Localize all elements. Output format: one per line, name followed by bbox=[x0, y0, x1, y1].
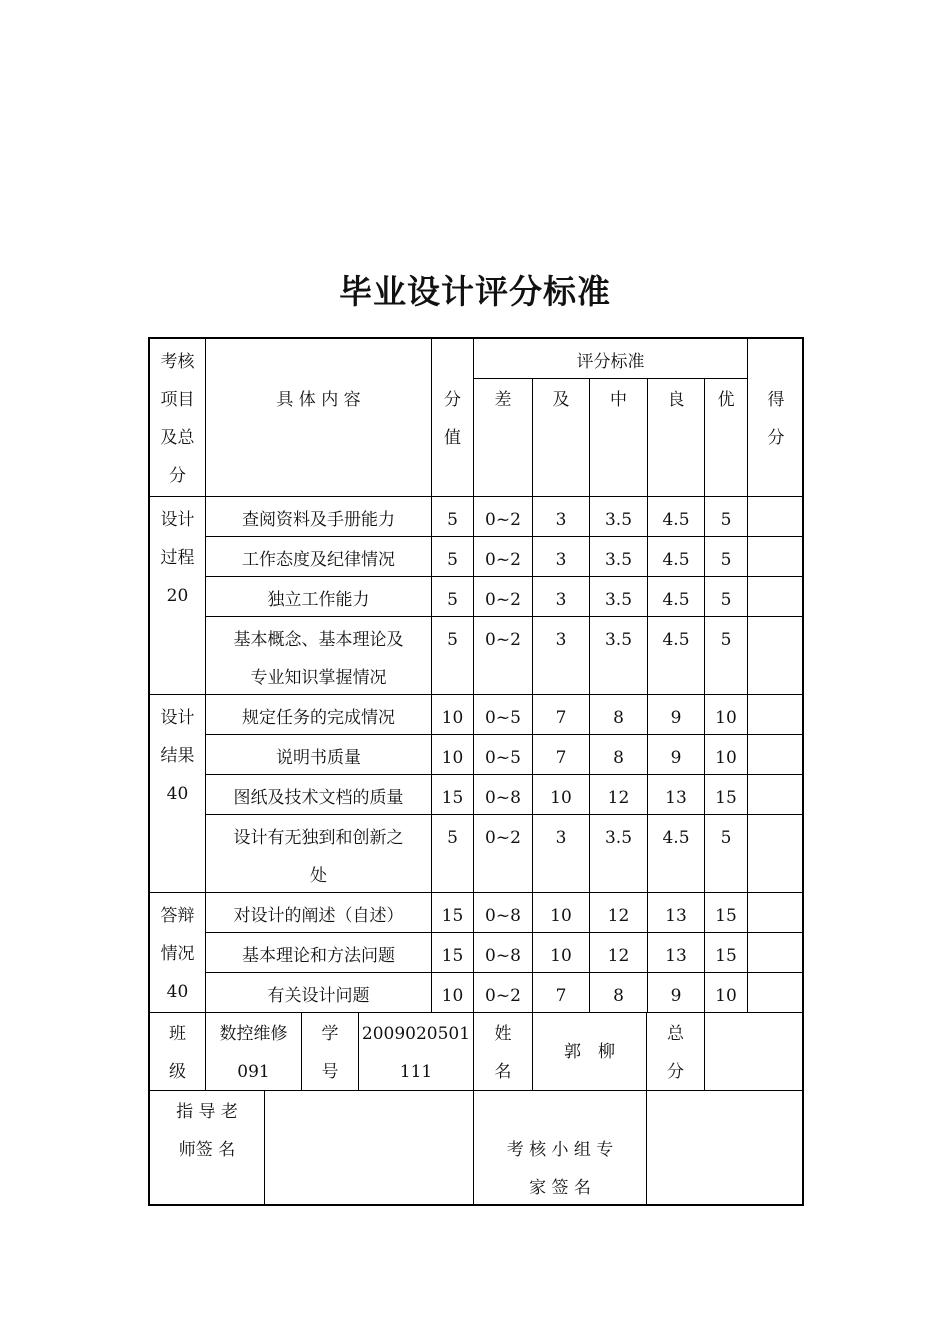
item-grade-text: 3.5 bbox=[604, 630, 633, 650]
item-grade-text: 15 bbox=[715, 906, 737, 926]
total-label bbox=[647, 1013, 705, 1091]
item-grade bbox=[533, 497, 590, 537]
item-grade bbox=[590, 577, 648, 617]
item-grade bbox=[474, 815, 533, 893]
item-score bbox=[432, 775, 474, 815]
item-grade-text: 0~8 bbox=[485, 946, 521, 966]
teacher-sign-area bbox=[265, 1091, 474, 1206]
category-header-line: 分 bbox=[169, 466, 186, 486]
name-label-line: 名 bbox=[494, 1062, 512, 1082]
item-grade bbox=[474, 775, 533, 815]
student-id-value-line: 2009020501 bbox=[361, 1024, 471, 1044]
item-grade-text: 3 bbox=[555, 510, 567, 530]
item-score-text: 5 bbox=[447, 590, 458, 610]
item-grade-text: 0~5 bbox=[485, 708, 521, 728]
item-grade bbox=[648, 497, 705, 537]
item-score-text: 15 bbox=[441, 946, 464, 966]
item-grade-text: 4.5 bbox=[662, 828, 690, 848]
item-score-text: 10 bbox=[441, 748, 464, 768]
item-score bbox=[432, 617, 474, 695]
item-grade bbox=[474, 497, 533, 537]
class-label bbox=[150, 1013, 206, 1091]
category-header-line: 及总 bbox=[160, 428, 195, 448]
item-grade-text: 4.5 bbox=[662, 550, 690, 570]
item-content bbox=[206, 775, 432, 815]
section-name bbox=[150, 497, 206, 695]
category-header-line: 项目 bbox=[160, 390, 195, 410]
item-grade bbox=[474, 893, 533, 933]
item-grade bbox=[533, 617, 590, 695]
grade-header bbox=[474, 379, 533, 497]
item-content bbox=[206, 815, 432, 893]
item-grade-text: 0~8 bbox=[485, 906, 521, 926]
item-content-line: 基本理论和方法问题 bbox=[242, 946, 395, 966]
item-grade bbox=[705, 577, 748, 617]
section-name-line: 40 bbox=[166, 784, 189, 804]
item-grade-text: 12 bbox=[607, 906, 630, 926]
content-header bbox=[206, 339, 432, 497]
item-grade-text: 0~2 bbox=[485, 550, 521, 570]
item-grade-text: 4.5 bbox=[662, 630, 690, 650]
item-grade-text: 9 bbox=[670, 986, 682, 1006]
item-score bbox=[432, 973, 474, 1013]
item-grade bbox=[705, 537, 748, 577]
item-grade-text: 10 bbox=[550, 946, 572, 966]
item-grade bbox=[648, 617, 705, 695]
section-name-line: 结果 bbox=[160, 746, 195, 766]
item-grade bbox=[648, 973, 705, 1013]
item-grade-text: 12 bbox=[607, 788, 630, 808]
item-grade bbox=[705, 775, 748, 815]
item-grade bbox=[648, 933, 705, 973]
item-score-text: 10 bbox=[441, 986, 464, 1006]
item-grade-text: 0~2 bbox=[485, 630, 521, 650]
item-grade-text: 12 bbox=[607, 946, 630, 966]
item-grade-text: 10 bbox=[715, 986, 737, 1006]
item-grade-text: 4.5 bbox=[662, 590, 690, 610]
grade-header-text: 良 bbox=[667, 390, 685, 410]
criteria-header bbox=[474, 339, 748, 379]
item-score-text: 5 bbox=[447, 630, 458, 650]
item-grade-text: 3 bbox=[555, 828, 567, 848]
section-name-line: 答辩 bbox=[160, 906, 195, 926]
item-grade-text: 13 bbox=[665, 906, 687, 926]
panel-sign-area bbox=[647, 1091, 804, 1206]
teacher-sign-label bbox=[150, 1091, 265, 1206]
item-score-text: 10 bbox=[441, 708, 464, 728]
item-result-cell bbox=[748, 775, 804, 815]
item-grade bbox=[590, 973, 648, 1013]
item-content-line: 规定任务的完成情况 bbox=[242, 708, 395, 728]
item-content-line: 有关设计问题 bbox=[267, 986, 370, 1006]
item-grade bbox=[474, 695, 533, 735]
grade-header bbox=[533, 379, 590, 497]
section-name bbox=[150, 893, 206, 1013]
item-grade-text: 10 bbox=[550, 906, 572, 926]
result-header-line: 分 bbox=[767, 428, 785, 448]
item-grade-text: 5 bbox=[720, 550, 732, 570]
result-header bbox=[748, 339, 804, 497]
grade-header bbox=[648, 379, 705, 497]
item-grade bbox=[648, 893, 705, 933]
item-grade bbox=[533, 735, 590, 775]
item-score bbox=[432, 695, 474, 735]
item-content-line: 图纸及技术文档的质量 bbox=[233, 788, 404, 808]
criteria-header-text: 评分标准 bbox=[576, 352, 645, 372]
item-grade-text: 10 bbox=[715, 748, 737, 768]
item-grade bbox=[533, 815, 590, 893]
item-content-line: 说明书质量 bbox=[276, 748, 361, 768]
item-content-line: 处 bbox=[310, 866, 327, 886]
item-grade bbox=[474, 537, 533, 577]
item-content-line: 对设计的阐述（自述） bbox=[233, 906, 404, 926]
item-score-text: 15 bbox=[441, 788, 464, 808]
item-grade bbox=[648, 815, 705, 893]
section-name-line: 情况 bbox=[160, 944, 195, 964]
item-grade-text: 3.5 bbox=[604, 828, 633, 848]
name-value bbox=[533, 1013, 647, 1091]
item-grade-text: 0~2 bbox=[485, 986, 521, 1006]
item-content-line: 设计有无独到和创新之 bbox=[233, 828, 404, 848]
grade-header-text: 及 bbox=[552, 390, 570, 410]
item-grade bbox=[474, 735, 533, 775]
item-grade bbox=[705, 815, 748, 893]
item-grade-text: 5 bbox=[720, 510, 732, 530]
item-score bbox=[432, 933, 474, 973]
item-result-cell bbox=[748, 933, 804, 973]
item-grade bbox=[590, 537, 648, 577]
item-score bbox=[432, 735, 474, 775]
item-grade-text: 4.5 bbox=[662, 510, 690, 530]
item-grade bbox=[474, 973, 533, 1013]
item-grade bbox=[590, 735, 648, 775]
item-grade bbox=[474, 617, 533, 695]
item-grade bbox=[648, 735, 705, 775]
item-grade-text: 5 bbox=[720, 828, 732, 848]
item-grade-text: 0~2 bbox=[485, 828, 521, 848]
item-grade bbox=[533, 973, 590, 1013]
item-content-line: 基本概念、基本理论及 bbox=[233, 630, 404, 650]
student-id-label-line: 号 bbox=[321, 1062, 339, 1082]
panel-sign-label-line: 考 核 小 组 专 bbox=[506, 1140, 614, 1160]
panel-sign-label bbox=[474, 1091, 647, 1206]
item-grade bbox=[648, 577, 705, 617]
item-grade bbox=[648, 695, 705, 735]
item-score bbox=[432, 497, 474, 537]
section-name-line: 设计 bbox=[160, 708, 195, 728]
name-label bbox=[474, 1013, 533, 1091]
item-grade-text: 13 bbox=[665, 788, 687, 808]
item-score-text: 5 bbox=[447, 550, 458, 570]
section-name-line: 设计 bbox=[160, 510, 195, 530]
class-value-line: 091 bbox=[237, 1062, 270, 1082]
item-content bbox=[206, 537, 432, 577]
item-grade bbox=[533, 695, 590, 735]
item-grade-text: 7 bbox=[555, 748, 567, 768]
item-score bbox=[432, 893, 474, 933]
score-header-line: 值 bbox=[444, 428, 461, 448]
student-id-value bbox=[359, 1013, 474, 1091]
item-grade-text: 7 bbox=[555, 708, 567, 728]
student-id-value-line: 111 bbox=[399, 1062, 433, 1082]
item-grade-text: 8 bbox=[613, 748, 624, 768]
item-grade-text: 13 bbox=[665, 946, 687, 966]
item-grade bbox=[533, 537, 590, 577]
item-grade bbox=[533, 893, 590, 933]
student-id-label-line: 学 bbox=[321, 1024, 339, 1044]
item-content bbox=[206, 695, 432, 735]
section-name-line: 40 bbox=[166, 982, 189, 1002]
item-grade-text: 15 bbox=[715, 946, 737, 966]
item-grade bbox=[705, 695, 748, 735]
item-grade-text: 10 bbox=[550, 788, 572, 808]
item-content-line: 独立工作能力 bbox=[267, 590, 370, 610]
content-header-text: 具 体 内 容 bbox=[276, 390, 361, 410]
item-grade bbox=[533, 933, 590, 973]
item-content bbox=[206, 893, 432, 933]
page-title: 毕业设计评分标准 bbox=[339, 272, 611, 311]
item-grade-text: 10 bbox=[715, 708, 737, 728]
item-score bbox=[432, 537, 474, 577]
item-content bbox=[206, 735, 432, 775]
item-content-line: 专业知识掌握情况 bbox=[250, 668, 387, 688]
item-grade bbox=[590, 497, 648, 537]
item-content bbox=[206, 617, 432, 695]
item-content bbox=[206, 973, 432, 1013]
item-grade bbox=[705, 893, 748, 933]
item-grade bbox=[474, 577, 533, 617]
item-grade-text: 3 bbox=[555, 630, 567, 650]
item-grade bbox=[474, 933, 533, 973]
item-score-text: 5 bbox=[447, 510, 458, 530]
item-result-cell bbox=[748, 815, 804, 893]
class-value bbox=[206, 1013, 302, 1091]
total-label-line: 总 bbox=[667, 1024, 684, 1044]
grading-table bbox=[148, 337, 804, 1206]
section-name bbox=[150, 695, 206, 893]
item-grade bbox=[705, 973, 748, 1013]
item-grade-text: 3 bbox=[555, 590, 567, 610]
section-name-line: 20 bbox=[166, 586, 189, 606]
item-score bbox=[432, 577, 474, 617]
total-label-line: 分 bbox=[667, 1062, 684, 1082]
item-grade-text: 3.5 bbox=[604, 510, 633, 530]
name-value-text: 郭 柳 bbox=[564, 1041, 615, 1062]
item-result-cell bbox=[748, 617, 804, 695]
item-score-text: 5 bbox=[447, 828, 458, 848]
item-result-cell bbox=[748, 893, 804, 933]
item-content bbox=[206, 933, 432, 973]
student-id-label bbox=[302, 1013, 359, 1091]
item-content bbox=[206, 497, 432, 537]
item-grade-text: 3.5 bbox=[604, 590, 633, 610]
item-grade bbox=[705, 497, 748, 537]
item-result-cell bbox=[748, 497, 804, 537]
category-header-line: 考核 bbox=[160, 352, 195, 372]
grade-header-text: 差 bbox=[494, 390, 512, 410]
item-grade bbox=[648, 775, 705, 815]
item-grade bbox=[648, 537, 705, 577]
item-grade-text: 0~8 bbox=[485, 788, 521, 808]
grade-header bbox=[705, 379, 748, 497]
item-content-line: 查阅资料及手册能力 bbox=[242, 510, 395, 530]
item-grade-text: 15 bbox=[715, 788, 737, 808]
name-label-line: 姓 bbox=[494, 1024, 512, 1044]
item-grade bbox=[590, 815, 648, 893]
result-header-line: 得 bbox=[767, 390, 785, 410]
item-grade bbox=[705, 735, 748, 775]
item-content-line: 工作态度及纪律情况 bbox=[242, 550, 395, 570]
item-result-cell bbox=[748, 537, 804, 577]
item-grade bbox=[705, 617, 748, 695]
item-grade bbox=[590, 933, 648, 973]
item-grade-text: 0~5 bbox=[485, 748, 521, 768]
class-label-line: 班 bbox=[169, 1024, 186, 1044]
class-value-line: 数控维修 bbox=[219, 1024, 288, 1044]
item-score-text: 15 bbox=[441, 906, 464, 926]
panel-sign-label-line: 家 签 名 bbox=[529, 1178, 591, 1198]
item-grade-text: 5 bbox=[720, 590, 732, 610]
item-grade-text: 5 bbox=[720, 630, 732, 650]
grade-header bbox=[590, 379, 648, 497]
item-grade bbox=[590, 695, 648, 735]
item-grade-text: 9 bbox=[670, 708, 682, 728]
item-result-cell bbox=[748, 735, 804, 775]
total-value bbox=[705, 1013, 804, 1091]
item-grade-text: 0~2 bbox=[485, 590, 521, 610]
item-result-cell bbox=[748, 695, 804, 735]
item-grade-text: 9 bbox=[670, 748, 682, 768]
score-header bbox=[432, 339, 474, 497]
grade-header-text: 中 bbox=[610, 390, 627, 410]
item-grade bbox=[590, 617, 648, 695]
item-content bbox=[206, 577, 432, 617]
item-grade-text: 8 bbox=[613, 708, 624, 728]
item-grade-text: 8 bbox=[613, 986, 624, 1006]
item-grade bbox=[533, 775, 590, 815]
category-header bbox=[150, 339, 206, 497]
item-grade bbox=[590, 775, 648, 815]
class-label-line: 级 bbox=[169, 1062, 186, 1082]
score-header-line: 分 bbox=[444, 390, 461, 410]
teacher-sign-label-line: 师签 名 bbox=[178, 1140, 236, 1160]
teacher-sign-label-line: 指 导 老 bbox=[176, 1102, 238, 1122]
grade-header-text: 优 bbox=[717, 390, 735, 410]
item-result-cell bbox=[748, 973, 804, 1013]
item-grade-text: 7 bbox=[555, 986, 567, 1006]
item-grade-text: 3.5 bbox=[604, 550, 633, 570]
section-name-line: 过程 bbox=[160, 548, 195, 568]
item-result-cell bbox=[748, 577, 804, 617]
item-score bbox=[432, 815, 474, 893]
item-grade-text: 3 bbox=[555, 550, 567, 570]
item-grade-text: 0~2 bbox=[485, 510, 521, 530]
item-grade bbox=[590, 893, 648, 933]
item-grade bbox=[533, 577, 590, 617]
item-grade bbox=[705, 933, 748, 973]
